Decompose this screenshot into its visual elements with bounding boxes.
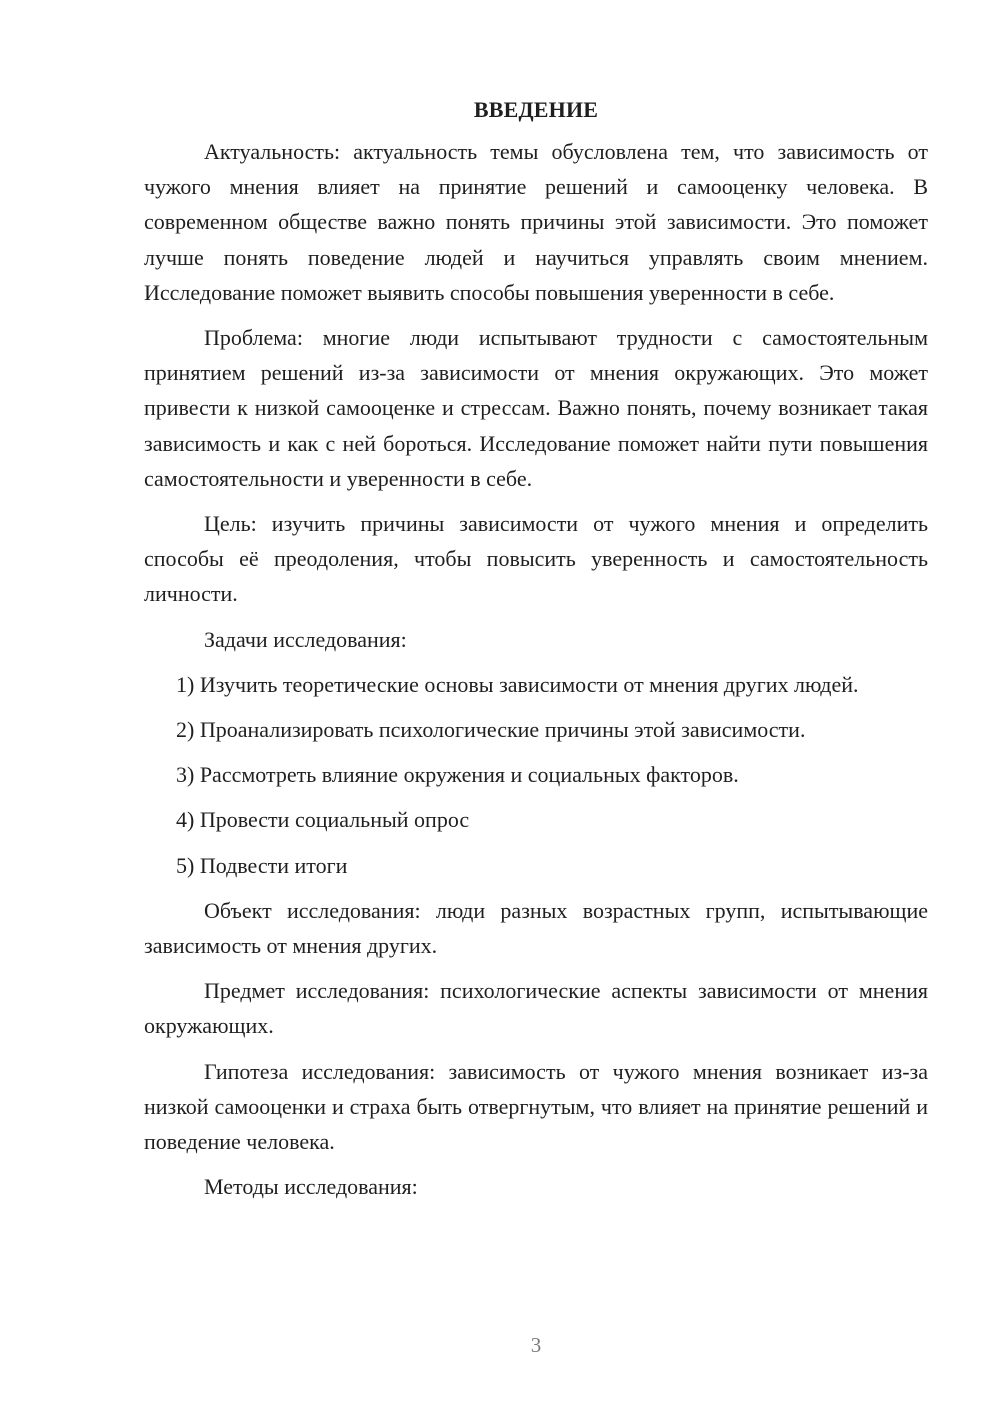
list-item: 3) Рассмотреть влияние окружения и социальных факторов. [176, 762, 739, 788]
list-item: 4) Провести социальный опрос [176, 807, 470, 833]
subject-paragraph: Предмет исследования: психологические аспекты зависимости от мнения окружающих. [144, 978, 928, 1039]
list-item: 1) Изучить теоретические основы зависимости от мнения других людей. [176, 671, 859, 697]
page-title: ВВЕДЕНИЕ [473, 97, 599, 122]
list-item: 5) Подвести итоги [176, 852, 348, 878]
list-item: 2) Проанализировать психологические причины этой зависимости. [176, 717, 806, 743]
object-paragraph: Объект исследования: люди разных возрастных групп, испытывающие зависимость от мнения других. [144, 897, 928, 959]
tasks-heading: Задачи исследования: [204, 626, 407, 652]
tasks-list [144, 667, 928, 883]
relevance-paragraph: Актуальность: актуальность темы обусловлена тем, что зависимость от чужого мнения влияет на принятие решений и самооценку человека. В современном обществе важно понять причины этой зависимости. Это поможет лучше понять поведение людей и научиться управлять своим мнением. Исследование поможет выявить способы повышения уверенности в себе. [144, 139, 928, 305]
page-number: 3 [530, 1333, 542, 1357]
problem-paragraph: Проблема: многие люди испытывают трудности с самостоятельным принятием решений из-за зависимости от мнения окружающих. Это может привести к низкой самооценке и стрессам. Важно понять, почему возникает такая зависимость и как с ней бороться. Исследование поможет найти пути повышения самостоятельности и уверенности в себе. [144, 325, 928, 491]
goal-paragraph: Цель: изучить причины зависимости от чужого мнения и определить способы её преодоления, чтобы повысить уверенность и самостоятельность личности. [144, 511, 928, 607]
methods-heading: Методы исследования: [204, 1174, 418, 1200]
hypothesis-paragraph: Гипотеза исследования: зависимость от чужого мнения возникает из-за низкой самооценки и страха быть отвергнутым, что влияет на принятие решений и поведение человека. [144, 1058, 928, 1155]
document-page [144, 92, 928, 1214]
